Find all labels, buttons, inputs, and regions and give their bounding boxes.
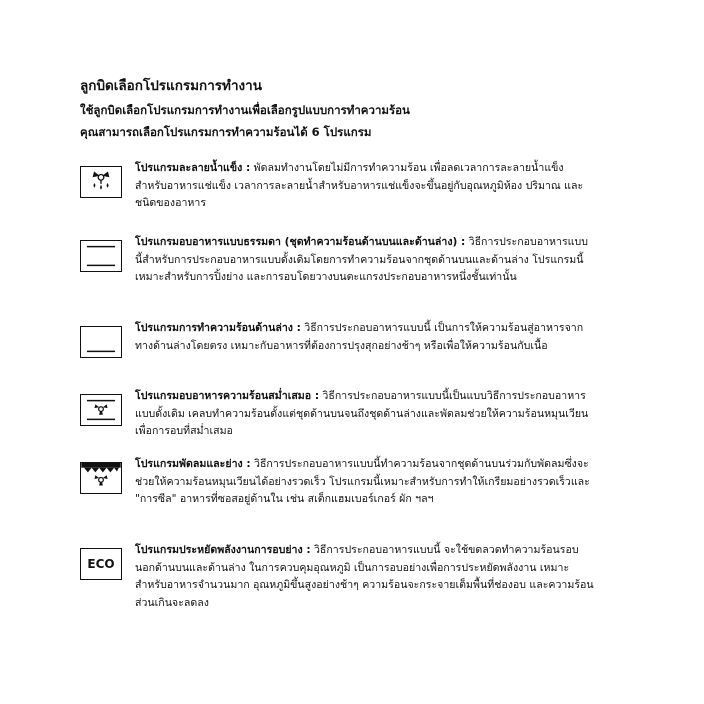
program-name: โปรแกรมอบอาหารแบบธรรมดา (ชุดทำความร้อนด้านบนและด้านล่าง) : <box>135 236 466 248</box>
document-header <box>80 78 600 146</box>
program-description: วิธีการประกอบอาหารแบบนี้เป็นแบบวิธีการประกอบอาหารแบบดั้งเดิม เคลบทำความร้อนดั้งแต่ชุดด้านบนจนถึงชุดด้านล่างและพัดลมช่วยให้ความร้อนหมุนเวียนเพื่อการอบที่สม่ำเสมอ <box>135 390 589 437</box>
fan-grill-icon <box>80 462 122 494</box>
program-name: โปรแกรมประหยัดพลังงานการอบย่าง : <box>135 544 311 556</box>
program-description: พัดลมทำงานโดยไม่มีการทำความร้อน เพื่อลดเวลาการละลายน้ำแข็งสำหรับอาหารแช่แข็ง เวลาการละลายน้ำสำหรับอาหารแช่แข็งจะขึ้นอยู่กับอุณหภูมิห้อง ปริมาณ และชนิดของอาหาร <box>135 162 584 209</box>
program-name: โปรแกรมการทำความร้อนด้านล่าง : <box>135 322 301 334</box>
eco-icon-label: ECO <box>87 557 115 571</box>
program-description: วิธีการประกอบอาหารแบบนี้ทำความร้อนจากชุดด้านบนร่วมกับพัดลมซึ่งจะช่วยให้ความร้อนหมุนเวียนได้อย่างรวดเร็ว โปรแกรมนี้เหมาะสำหรับการทำให้เกรียมอย่างรวดเร็วและ "การซีล" อาหารที่ซอสอยู่ด้านใน เช่น สเต็กแฮมเบอร์เกอร์ ผัก ฯลฯ <box>135 458 590 505</box>
program-description: วิธีการประกอบอาหารแบบนี้สำหรับการประกอบอาหารแบบดั้งเดิมโดยการทำความร้อนจากชุดด้านบนและด้านล่าง โปรแกรมนี้เหมาะสำหรับการปิ้งย่าง และการอบโดยวางบนตะแกรงประกอบอาหารหนึ่งชั้นเท่านั้น <box>135 236 588 283</box>
fan-conventional-icon <box>80 394 122 426</box>
program-description: วิธีการประกอบอาหารแบบนี้ จะใช้ขดลวดทำความร้อนรอบนอกด้านบนและด้านล่าง ในการควบคุมอุณหภูมิ เป็นการอบอย่างเพื่อการประหยัดพลังงาน เหมาะสำหรับอาหารจำนวนมาก อุณหภูมิขึ้นสูงอย่างช้าๆ ความร้อนจะกระจายเต็มพื้นที่ช่องอบ และความร้อนส่วนเกินจะลดลง <box>135 544 594 609</box>
program-name: โปรแกรมอบอาหารความร้อนสม่ำเสมอ : <box>135 390 320 402</box>
conventional-icon <box>80 240 122 272</box>
subtitle-line-1: ใช้ลูกบิดเลือกโปรแกรมการทำงานเพื่อเลือกรูปแบบการทำความร้อน <box>80 103 410 117</box>
defrost-icon <box>80 166 122 198</box>
eco-icon <box>80 548 122 580</box>
subtitle-line-2: คุณสามารถเลือกโปรแกรมการทำความร้อนได้ 6 โปรแกรม <box>80 125 372 139</box>
page-title: ลูกบิดเลือกโปรแกรมการทำงาน <box>80 78 262 94</box>
program-name: โปรแกรมละลายน้ำแข็ง : <box>135 162 251 174</box>
program-name: โปรแกรมพัดลมและย่าง : <box>135 458 251 470</box>
bottom-heat-icon <box>80 326 122 358</box>
program-description: วิธีการประกอบอาหารแบบนี้ เป็นการให้ความร้อนสู่อาหารจากทางด้านล่างโดยตรง เหมาะกับอาหารที่ต้องการปรุงสุกอย่างช้าๆ หรือเพื่อให้ความร้อนกับเนื้อ <box>135 322 584 352</box>
